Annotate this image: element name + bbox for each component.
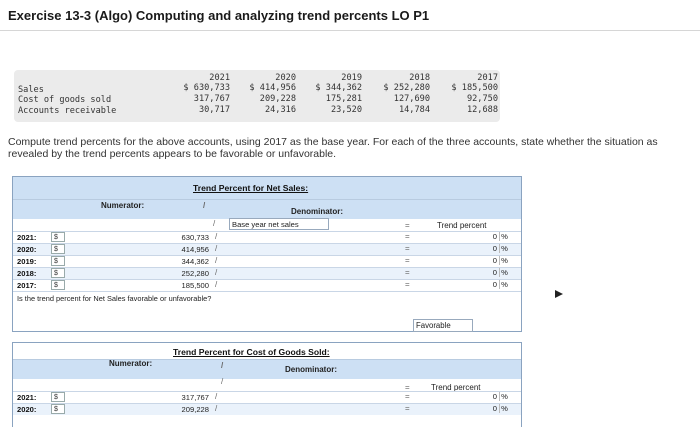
slash-symbol: / [221,377,224,386]
year-header: 2020 [275,73,296,83]
equals-symbol: = [405,256,410,265]
equals-symbol: = [405,404,410,413]
row-label-cogs: Cost of goods sold [18,95,112,105]
percent-sign: % [499,232,509,241]
numerator-value[interactable]: 317,767 [181,393,209,402]
receivable-value: 23,520 [330,105,362,115]
receivable-value: 14,784 [398,105,430,115]
slash-symbol: / [221,361,224,370]
percent-value: 0 [492,268,497,277]
table-row [13,243,521,255]
trend-percent-cell[interactable] [463,232,511,243]
subheader-bar [13,359,521,379]
slash-symbol: / [213,219,216,228]
percent-sign: % [499,404,509,413]
equals-symbol: = [405,383,410,392]
year-label: 2018: [17,269,37,278]
percent-sign: % [499,256,509,265]
table-row [13,403,521,415]
dollar-input[interactable]: $ [51,232,65,242]
numerator-value[interactable]: 209,228 [181,405,209,414]
trend-percent-cell[interactable] [463,268,511,279]
sales-value: $ 344,362 [315,83,362,93]
slash-symbol: / [215,404,218,413]
numerator-label: Numerator: [109,359,153,368]
row-label-sales: Sales [18,85,44,95]
slash-symbol: / [215,244,218,253]
year-label: 2017: [17,281,37,290]
receivable-value: 24,316 [264,105,296,115]
percent-value: 0 [492,244,497,253]
percent-value: 0 [492,256,497,265]
year-header: 2019 [341,73,362,83]
dollar-input[interactable]: $ [51,280,65,290]
exercise-title: Exercise 13-3 (Algo) Computing and analyzing trend percents LO P1 [8,8,430,23]
sales-trend-panel [12,176,522,332]
sales-value: $ 185,500 [451,83,498,93]
trend-percent-cell[interactable] [463,404,511,415]
numerator-label: Numerator: [101,201,145,210]
mouse-cursor-icon [555,290,563,298]
percent-sign: % [499,244,509,253]
dollar-input[interactable]: $ [51,268,65,278]
equals-symbol: = [405,221,410,230]
dollar-input[interactable]: $ [51,244,65,254]
year-label: 2020: [17,405,37,414]
denominator-label: Denominator: [291,207,343,216]
instructions: Compute trend percents for the above accounts, using 2017 as the base year. For each of the three accounts, state whether the situation as revealed by the trend percents appears to be favorable or unfavorable. [8,136,658,160]
trend-percent-label: Trend percent [431,383,481,392]
favorability-question: Is the trend percent for Net Sales favorable or unfavorable? [17,294,212,303]
trend-percent-cell[interactable] [463,256,511,267]
numerator-value[interactable]: 344,362 [181,257,209,266]
equals-symbol: = [405,392,410,401]
year-header: 2021 [209,73,230,83]
sales-value: $ 414,956 [249,83,296,93]
base-year-input[interactable]: Base year net sales [229,218,329,230]
year-label: 2019: [17,257,37,266]
receivable-value: 12,688 [466,105,498,115]
cogs-value: 127,690 [393,94,430,104]
cogs-value: 175,281 [325,94,362,104]
table-row [13,391,521,403]
trend-percent-cell[interactable] [463,244,511,255]
percent-value: 0 [492,392,497,401]
table-row [13,267,521,279]
sales-value: $ 630,733 [183,83,230,93]
cogs-value: 209,228 [259,94,296,104]
trend-percent-label: Trend percent [437,221,487,230]
percent-sign: % [499,268,509,277]
cogs-value: 317,767 [193,94,230,104]
trend-percent-cell[interactable] [463,392,511,403]
subheader-bar [13,199,521,219]
dollar-input[interactable]: $ [51,256,65,266]
slash-symbol: / [215,268,218,277]
year-header: 2017 [477,73,498,83]
cogs-value: 92,750 [466,94,498,104]
percent-value: 0 [492,232,497,241]
equals-symbol: = [405,232,410,241]
favorability-select[interactable]: Favorable [413,319,473,332]
percent-sign: % [499,392,509,401]
slash-symbol: / [203,201,206,210]
percent-value: 0 [492,404,497,413]
panel-title: Trend Percent for Cost of Goods Sold: [173,347,330,357]
year-header: 2018 [409,73,430,83]
trend-percent-cell[interactable] [463,280,511,291]
slash-symbol: / [215,232,218,241]
year-label: 2021: [17,393,37,402]
table-row [13,231,521,243]
percent-value: 0 [492,280,497,289]
numerator-value[interactable]: 185,500 [181,281,209,290]
numerator-value[interactable]: 252,280 [181,269,209,278]
slash-symbol: / [215,256,218,265]
panel-title: Trend Percent for Net Sales: [193,183,309,193]
table-row [13,255,521,267]
data-table [14,70,500,122]
receivable-value: 30,717 [198,105,230,115]
title-divider [0,30,700,31]
cogs-trend-panel [12,342,522,427]
year-label: 2020: [17,245,37,254]
dollar-input[interactable]: $ [51,392,65,402]
numerator-value[interactable]: 630,733 [181,233,209,242]
year-label: 2021: [17,233,37,242]
slash-symbol: / [215,392,218,401]
equals-symbol: = [405,244,410,253]
row-label-receivable: Accounts receivable [18,106,117,116]
equals-symbol: = [405,280,410,289]
dollar-input[interactable]: $ [51,404,65,414]
numerator-value[interactable]: 414,956 [181,245,209,254]
percent-sign: % [499,280,509,289]
denominator-label: Denominator: [285,365,337,374]
slash-symbol: / [215,280,218,289]
question-row [13,291,521,305]
table-row [13,279,521,291]
sales-value: $ 252,280 [383,83,430,93]
equals-symbol: = [405,268,410,277]
